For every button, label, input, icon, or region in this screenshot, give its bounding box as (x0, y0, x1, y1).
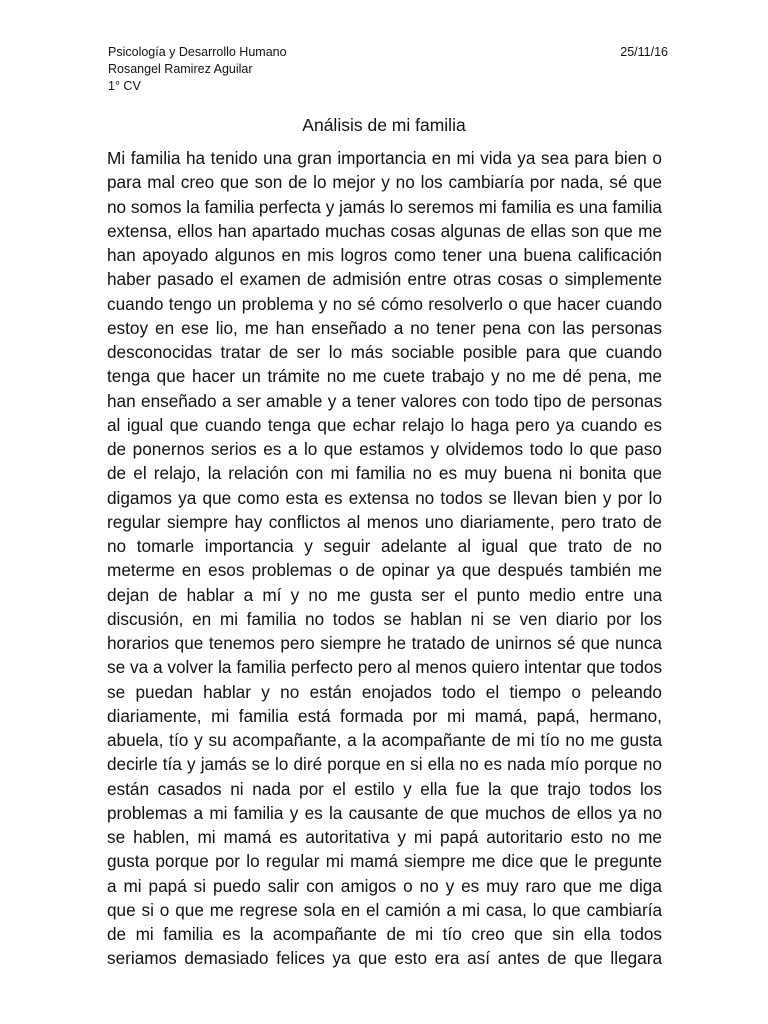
paragraph-line: Mi familia ha tenido una gran importancia en mi vida ya sea para bien o (107, 148, 662, 168)
paragraph-line: se va a volver la familia perfecto pero al menos quiero intentar que todos (107, 657, 663, 678)
document-body (107, 146, 662, 971)
paragraph-line: meterme en esos problemas o de opinar ya que después también me (107, 560, 663, 581)
paragraph-line: no somos la familia perfecta y jamás lo seremos mi familia es una familia (107, 196, 662, 217)
paragraph-line: se puedan hablar y no están enojados todo el tiempo o peleando (107, 681, 662, 702)
paragraph-line: de mi familia es la acompañante de mi tío creo que sin ella todos (107, 924, 663, 944)
paragraph-line: de ponernos serios es a lo que estamos y olvidemos todo lo que paso (107, 439, 662, 459)
course-name: Psicología y Desarrollo Humano (108, 45, 287, 59)
document-title: Análisis de mi familia (302, 115, 466, 135)
paragraph-line: se hablen, mi mamá es autoritativa y mi papá autoritario esto no me (107, 827, 662, 847)
paragraph-line: no tomarle importancia y seguir adelante al igual que trato de no (107, 536, 662, 556)
paragraph-line: tenga que hacer un trámite no me cuete trabajo y no me dé pena, me (107, 366, 662, 387)
paragraph-line: están casados ni nada por el estilo y ella fue la que trajo todos los (107, 778, 662, 799)
paragraph-line: al igual que cuando tenga que echar relajo lo haga pero ya cuando es (107, 414, 663, 435)
paragraph-line: digamos ya que como esta es extensa no todos se llevan bien y por lo (107, 487, 663, 508)
paragraph-line: que si o que me regrese sola en el camión a mi casa, lo que cambiaría (107, 899, 663, 920)
paragraph-line: regular siempre hay conflictos al menos uno diariamente, pero trato de (107, 511, 662, 532)
paragraph-line: decirle tía y jamás se lo diré porque en si ella no es nada mío porque no (107, 754, 662, 775)
paragraph-line: han enseñado a ser amable y a tener valores con todo tipo de personas (107, 390, 663, 411)
paragraph-line: de el relajo, la relación con mi familia no es muy buena ni bonita que (107, 463, 662, 484)
paragraph-line: dejan de hablar a mí y no me gusta ser el punto medio entre una (107, 584, 663, 605)
paragraph-line: estoy en ese lio, me han enseñado a no tener pena con las personas (107, 317, 662, 338)
paragraph-line: gusta porque por lo regular mi mamá siempre me dice que le pregunte (107, 851, 663, 872)
paragraph-line: haber pasado el examen de admisión entre otras cosas o simplemente (107, 269, 663, 290)
paragraph-line: desconocidas tratar de ser lo más sociable posible para que cuando (107, 342, 663, 362)
paragraph-line: a mi papá si puedo salir con amigos o no y es muy raro que me diga (107, 875, 662, 896)
paragraph-line: extensa, ellos han apartado muchas cosas algunas de ellas son que me (107, 220, 663, 241)
paragraph-line: han apoyado algunos en mis logros como tener una buena calificación (107, 245, 662, 265)
paragraph-line: abuela, tío y su acompañante, a la acompañante de mi tío no me gusta (107, 730, 663, 750)
paragraph-line: horarios que tenemos pero siempre he tratado de unirnos sé que nunca (107, 633, 662, 653)
paragraph-line: seriamos demasiado felices ya que esto era así antes de que llegara (107, 948, 663, 969)
document-header (108, 44, 668, 95)
paragraph-line: para mal creo que son de lo mejor y no los cambiaría por nada, sé que (107, 172, 663, 193)
author-name: Rosangel Ramirez Aguilar (108, 62, 253, 76)
document-date: 25/11/16 (620, 45, 668, 59)
paragraph-line: diariamente, mi familia está formada por mi mamá, papá, hermano, (107, 705, 662, 726)
group-label: 1° CV (108, 79, 141, 93)
paragraph-line: problemas a mi familia y es la causante de que muchos de ellos ya no (107, 802, 663, 823)
paragraph-line: cuando tengo un problema y no sé cómo resolverlo o que hacer cuando (107, 293, 663, 314)
paragraph-line: discusión, en mi familia no todos se hablan ni se ven diario por los (107, 608, 663, 629)
